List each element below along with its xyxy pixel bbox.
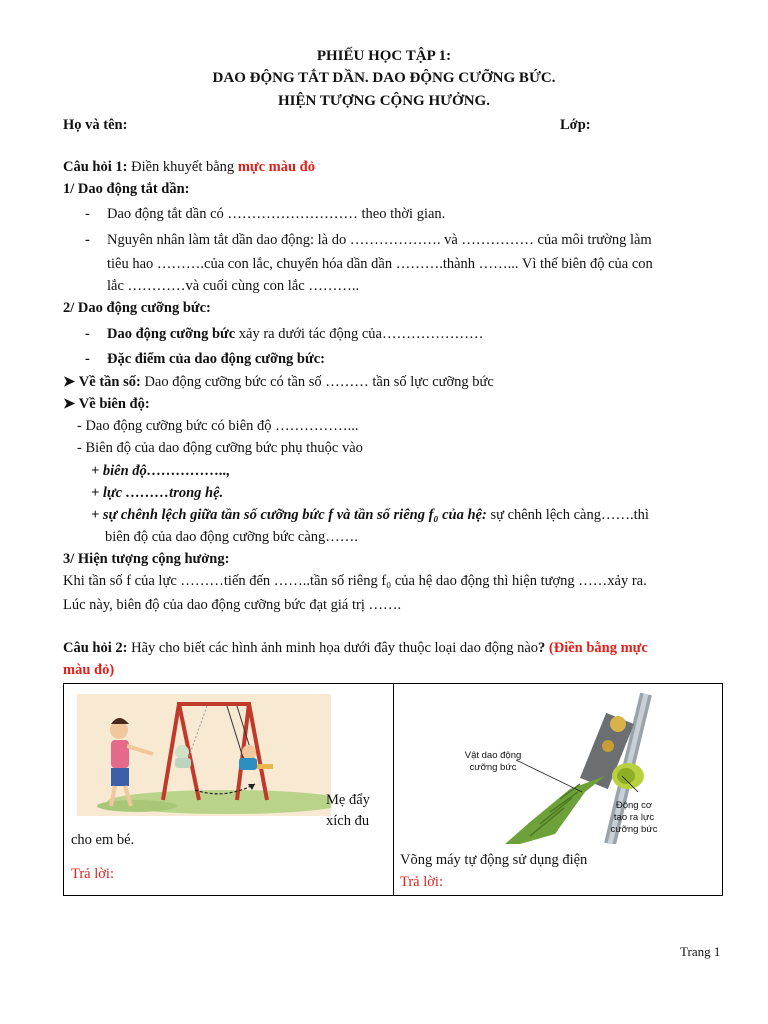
q2-red-line-1: (Điền bằng mực	[548, 640, 648, 656]
freq-text: Dao động cưỡng bức có tần số ……… tần số lực cưỡng bức	[140, 374, 494, 390]
title-line-1: PHIẾU HỌC TẬP 1:	[316, 48, 452, 64]
s1-bullet-1-text: Dao động tắt dần có ……………………… theo thời gian.	[107, 206, 446, 222]
amp-row	[63, 396, 150, 413]
section-1-title: 1/ Dao động tắt dần:	[63, 181, 190, 197]
q2-left-cell	[64, 684, 394, 896]
name-label: Họ và tên:	[63, 117, 128, 133]
arrow-bullet-icon: ➤	[63, 374, 76, 390]
s3-line-1: Khi tần số f của lực ………tiến đến ……..tần số riêng f₀ của hệ dao động thì hiện tượng ……xảy ra.	[63, 573, 647, 589]
q2-text: Hãy cho biết các hình ảnh minh họa dưới đây thuộc loại dao động nào	[127, 640, 539, 656]
label-motor-b: tạo ra lực	[613, 812, 655, 823]
s3-line-2: Lúc này, biên độ của dao động cưỡng bức đạt giá trị …….	[63, 597, 402, 613]
q2-right-cell	[394, 684, 723, 896]
amp-line-1: - Dao động cưỡng bức có biên độ ……………...	[77, 418, 359, 434]
section-3-title: 3/ Hiện tượng cộng hưởng:	[63, 551, 230, 567]
amp-point-3-line-2: biên độ của dao động cưỡng bức càng…….	[105, 529, 358, 545]
s1-bullet-2: - Nguyên nhân làm tắt dần dao động: là do ………………. và …………… của môi trường làm	[85, 232, 652, 248]
s1-bullet-2-line-2: tiêu hao ……….của con lắc, chuyển hóa dần dần ……….thành ……... Vì thế biên độ của con	[107, 256, 653, 272]
s1-bullet-2-line-3: lắc …………và cuối cùng con lắc ………..	[107, 278, 360, 294]
q1-instruction-red: mực màu đỏ	[237, 159, 315, 175]
title-line-3: HIỆN TƯỢNG CỘNG HƯỞNG.	[278, 93, 490, 109]
class-label: Lớp:	[560, 117, 591, 133]
s1-bullet-2-line-1: Nguyên nhân làm tắt dần dao động: là do ………………. và …………… của môi trường làm	[107, 232, 652, 248]
label-motor-a: Động cơ	[615, 800, 653, 811]
s2-bullet-1-bold: Dao động cưỡng bức	[107, 326, 236, 342]
q2-red-line-2: màu đỏ)	[63, 662, 115, 678]
s2-bullet-2-text: Đặc điểm của dao động cưỡng bức:	[107, 351, 325, 367]
right-caption: Võng máy tự động sử dụng điện	[400, 852, 588, 868]
section-2-title: 2/ Dao động cưỡng bức:	[63, 300, 211, 316]
left-caption-2: xích đu	[326, 813, 370, 829]
amp-point-3-rest: sự chênh lệch càng…….thì	[486, 507, 649, 523]
q1-instruction: Điền khuyết bằng	[127, 159, 238, 175]
amp-point-3-bold: + sự chênh lệch giữa tần số cưỡng bức f và tần số riêng f₀ của hệ:	[91, 507, 487, 523]
label-forced-object-b: cưỡng bức	[469, 762, 517, 773]
s1-bullet-1: - Dao động tắt dần có ……………………… theo thời gian.	[85, 206, 446, 222]
s2-bullet-1: - Dao động cưỡng bức xảy ra dưới tác động của…………………	[85, 326, 484, 342]
q1-heading	[63, 159, 315, 176]
amp-label: Về biên độ:	[78, 396, 150, 412]
q2-qmark: ?	[538, 640, 549, 656]
label-forced-object-a: Vật dao động	[464, 750, 522, 761]
left-answer-label: Trả lời:	[71, 866, 114, 882]
left-caption-1: Mẹ đẩy	[326, 792, 370, 808]
q2-heading	[63, 640, 648, 657]
amp-point-3	[91, 507, 649, 524]
s2-bullet-2: - Đặc điểm của dao động cưỡng bức:	[85, 351, 325, 367]
label-motor	[606, 800, 662, 836]
label-motor-c: cưỡng bức	[610, 824, 658, 835]
amp-line-2: - Biên độ của dao động cưỡng bức phụ thuộc vào	[77, 440, 363, 456]
q2-label: Câu hỏi 2:	[63, 640, 128, 656]
right-answer-label: Trả lời:	[400, 874, 443, 890]
q1-label: Câu hỏi 1:	[63, 159, 128, 175]
swing-illustration	[77, 694, 331, 816]
amp-point-1: + biên độ……………..,	[91, 463, 231, 479]
freq-row	[63, 374, 494, 391]
title-line-2: DAO ĐỘNG TẮT DẦN. DAO ĐỘNG CƯỠNG BỨC.	[212, 70, 556, 86]
amp-point-2: + lực ………trong hệ.	[91, 485, 224, 501]
freq-label: Về tần số:	[78, 374, 141, 390]
s2-bullet-1-rest: xảy ra dưới tác động của…………………	[235, 326, 484, 342]
left-caption-3: cho em bé.	[71, 832, 135, 848]
arrow-bullet-icon: ➤	[63, 396, 76, 412]
label-forced-object	[458, 750, 528, 774]
page-number: Trang 1	[680, 944, 721, 959]
q2-table	[63, 683, 723, 896]
